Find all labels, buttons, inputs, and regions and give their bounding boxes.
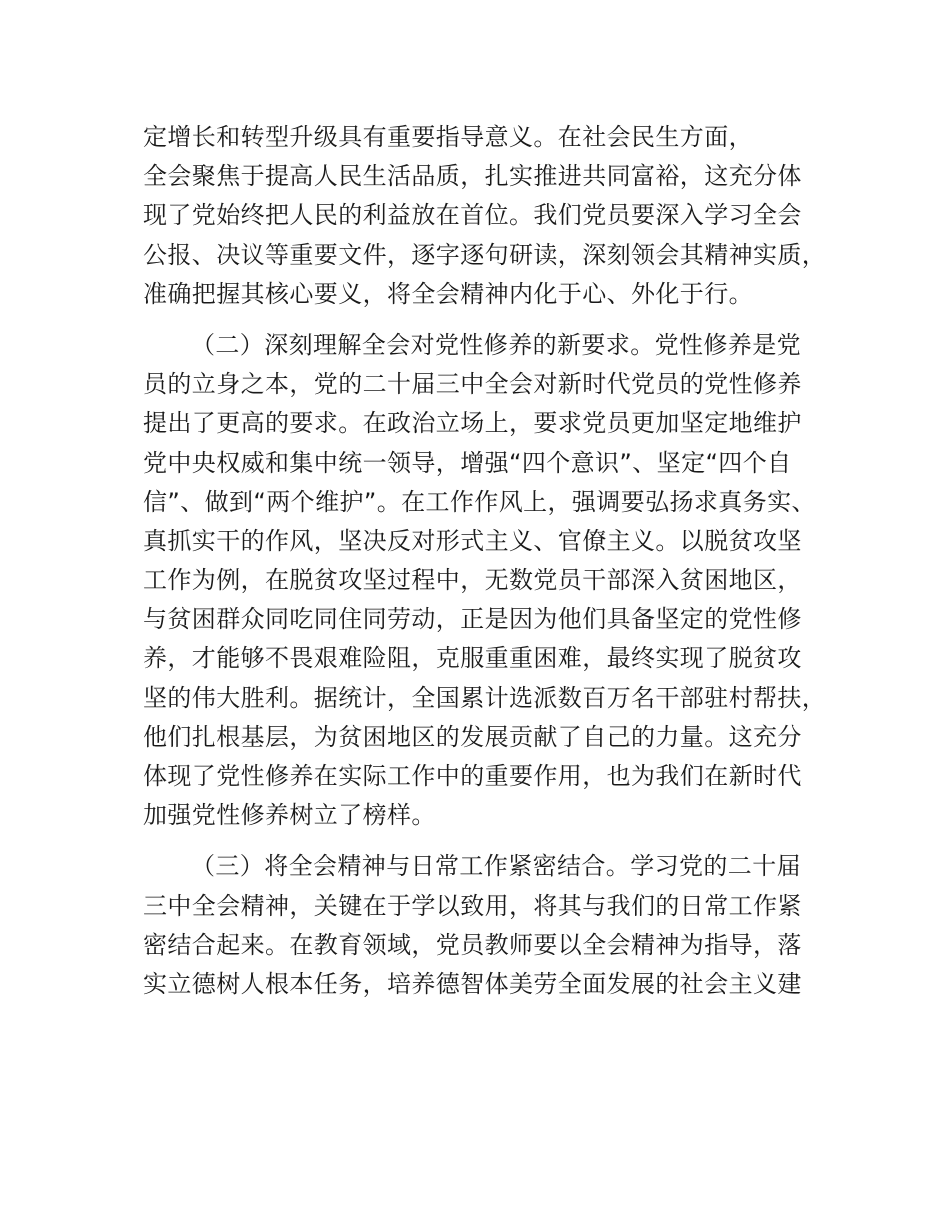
text-line: 真抓实干的作风，坚决反对形式主义、官僚主义。以脱贫攻坚 — [143, 526, 802, 555]
text-line: （三）将全会精神与日常工作紧密结合。学习党的二十届 — [191, 852, 801, 881]
paragraph-2 — [143, 326, 843, 835]
text-line: 加强党性修养树立了榜样。 — [143, 801, 436, 830]
text-line: 实立德树人根本任务，培养德智体美劳全面发展的社会主义建 — [143, 969, 802, 998]
text-line: 养，才能够不畏艰难险阻，克服重重困难，最终实现了脱贫攻 — [143, 644, 802, 673]
text-line: 三中全会精神，关键在于学以致用，将其与我们的日常工作紧 — [143, 891, 802, 920]
text-line: 他们扎根基层，为贫困地区的发展贡献了自己的力量。这充分 — [143, 722, 802, 751]
paragraph-3 — [143, 847, 843, 1004]
text-line: 坚的伟大胜利。据统计，全国累计选派数百万名干部驻村帮扶， — [143, 683, 827, 712]
text-line: 体现了党性修养在实际工作中的重要作用，也为我们在新时代 — [143, 762, 802, 790]
text-line: 准确把握其核心要义，将全会精神内化于心、外化于行。 — [143, 279, 753, 308]
text-line: （二）深刻理解全会对党性修养的新要求。党性修养是党 — [191, 330, 801, 359]
text-line: 提出了更高的要求。在政治立场上，要求党员更加坚定地维护 — [143, 409, 802, 438]
text-line: 现了党始终把人民的利益放在首位。我们党员要深入学习全会 — [143, 201, 802, 230]
text-line: 党中央权威和集中统一领导，增强“四个意识”、坚定“四个自 — [143, 448, 792, 477]
text-line: 与贫困群众同吃同住同劳动，正是因为他们具备坚定的党性修 — [143, 605, 802, 634]
text-line: 工作为例，在脱贫攻坚过程中，无数党员干部深入贫困地区， — [143, 566, 802, 595]
document-body — [143, 118, 843, 1004]
paragraph-1 — [143, 118, 843, 314]
text-line: 定增长和转型升级具有重要指导意义。在社会民生方面， — [143, 123, 753, 151]
text-line: 公报、决议等重要文件，逐字逐句研读，深刻领会其精神实质， — [143, 240, 827, 269]
text-line: 信”、做到“两个维护”。在工作作风上，强调要弘扬求真务实、 — [143, 487, 816, 516]
text-line: 密结合起来。在教育领域，党员教师要以全会精神为指导，落 — [143, 930, 802, 959]
text-line: 全会聚焦于提高人民生活品质，扎实推进共同富裕，这充分体 — [143, 162, 802, 191]
text-line: 员的立身之本，党的二十届三中全会对新时代党员的党性修养 — [143, 370, 802, 399]
